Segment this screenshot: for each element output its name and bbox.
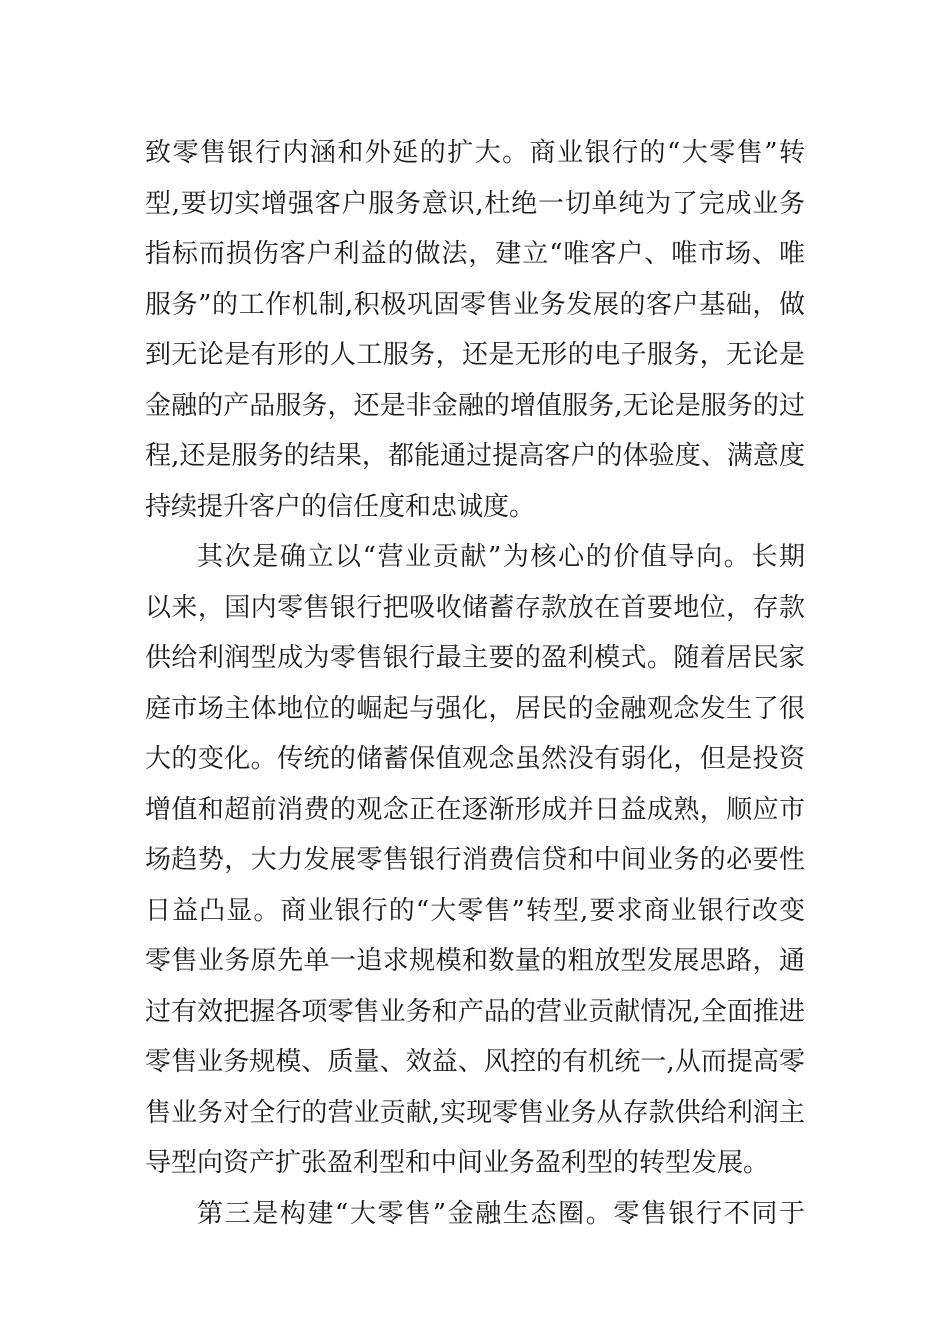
text-line: 零售业务规模、质量、效益、风控的有机统一,从而提高零 — [145, 1047, 805, 1077]
text-line: 以来，国内零售银行把吸收储蓄存款放在首要地位，存款 — [145, 592, 805, 623]
text-line: 持续提升客户的信任度和忠诚度。 — [145, 491, 536, 522]
text-line: 过有效把握各项零售业务和产品的营业贡献情况,全面推进 — [145, 996, 805, 1027]
text-line: 日益凸显。商业银行的“大零售”转型,要求商业银行改变 — [145, 895, 805, 926]
text-line: 指标而损伤客户利益的做法，建立“唯客户、唯市场、唯 — [145, 239, 805, 269]
text-line: 致零售银行内涵和外延的扩大。商业银行的“大零售”转 — [145, 138, 805, 168]
text-line: 场趋势，大力发展零售银行消费信贷和中间业务的必要性 — [145, 845, 805, 875]
body-text — [145, 128, 805, 1239]
paragraph-start-line: 第三是构建“大零售”金融生态圈。零售银行不同于 — [197, 1198, 805, 1229]
text-line: 服务”的工作机制,积极巩固零售业务发展的客户基础，做 — [145, 289, 805, 320]
text-line: 程,还是服务的结果，都能通过提高客户的体验度、满意度 — [145, 441, 805, 471]
text-line: 金融的产品服务，还是非金融的增值服务,无论是服务的过 — [145, 390, 805, 421]
paragraph-start-line: 其次是确立以“营业贡献”为核心的价值导向。长期 — [197, 542, 805, 572]
text-line: 大的变化。传统的储蓄保值观念虽然没有弱化，但是投资 — [145, 744, 805, 774]
text-line: 零售业务原先单一追求规模和数量的粗放型发展思路，通 — [145, 946, 805, 976]
text-line: 增值和超前消费的观念正在逐渐形成并日益成熟，顺应市 — [145, 794, 805, 825]
text-line: 售业务对全行的营业贡献,实现零售业务从存款供给利润主 — [145, 1097, 805, 1128]
text-line: 型,要切实增强客户服务意识,杜绝一切单纯为了完成业务 — [145, 188, 805, 219]
text-line: 庭市场主体地位的崛起与强化，居民的金融观念发生了很 — [145, 693, 805, 724]
text-line: 到无论是有形的人工服务，还是无形的电子服务，无论是 — [145, 340, 805, 370]
text-line: 导型向资产扩张盈利型和中间业务盈利型的转型发展。 — [145, 1148, 770, 1178]
text-line: 供给利润型成为零售银行最主要的盈利模式。随着居民家 — [145, 643, 805, 673]
